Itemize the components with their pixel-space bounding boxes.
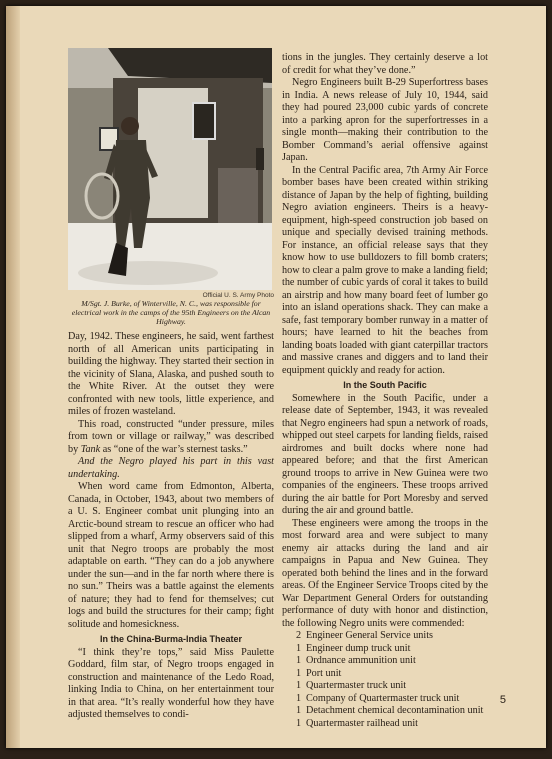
unit-name: Engineer General Service units (306, 630, 434, 641)
unit-count: 1 (296, 717, 302, 729)
magazine-title: Tank (80, 443, 101, 455)
paragraph: Negro Engineers built B-29 Superfortress bases in India. A news release of July 10, 1944, said they had poured 23,000 cubic yards of concrete into a parking apron for the superfortresses in a single month—making their contribution to the Bomber Command’s aerial offensive against Japan. (282, 77, 488, 163)
unit-count: 2 (296, 630, 302, 641)
list-item (288, 693, 488, 706)
text-run: as “one of the war’s sternest tasks.” (100, 443, 248, 455)
unit-name: Quartermaster truck unit (306, 680, 407, 691)
unit-name: Ordnance ammunition unit (306, 655, 416, 666)
commended-units-list (282, 630, 488, 730)
text-run: This road, constructed “under pressure, miles from town or village or railway,” was described by (68, 418, 274, 455)
paragraph: In the Central Pacific area, 7th Army Air Force bomber bases have been created within striking distance of Japan by the help of fighting, building Negro aviation engineers. Theirs is a heavy-equipment, high-speed construction job based on unique and specially devised training methods. For instance, an official release says that they know how to use bulldozers to fill bomb craters; how to clear a palm grove to make a landing field; the number of cubic yards of coral it takes to build an airstrip and how many board feet of lumber go into an island operations shack. They can make a safe, fast temporary bomber runway in a matter of hours; have learned to hit the beaches from landing boats loaded with giant caterpillar tractors and massive cranes and diggers and to land their equipment quickly and ready for action. (282, 164, 488, 376)
list-item (288, 668, 488, 681)
paragraph (68, 419, 274, 457)
unit-count: 1 (296, 642, 302, 654)
paragraph: Somewhere in the South Pacific, under a release date of September, 1943, it was revealed that Negro engineers had spun a network of roads, whipped out steel carpets for landing fields, raised airdromes and built docks where none had appeared before; and that the first American ground troops to arrive in New Guinea were two companies of the engineers. These troops arrived during the air battle for Port Moresby and served during the air and ground battle. (282, 392, 488, 516)
book-page (6, 6, 546, 748)
soldier-photo (68, 48, 272, 290)
paragraph: tions in the jungles. They certainly deserve a lot of credit for what they’ve done.” (282, 52, 488, 76)
photo-illustration (68, 48, 272, 290)
list-item (288, 718, 488, 731)
page-number: 5 (499, 694, 506, 706)
section-heading: In the South Pacific (343, 380, 427, 390)
unit-name: Port unit (306, 667, 342, 679)
binding-edge (6, 6, 20, 748)
unit-count: 1 (296, 680, 302, 691)
paragraph: When word came from Edmonton, Alberta, Canada, in October, 1943, about two members of a U. S. Engineer combat unit plunging into an Arctic-bound stream to rescue an officer who had slipped from a wharf, Army observers said of this unit that Negro troops are probably the most adaptable on earth. “They can do a job anywhere under the sun—and in the far north where there is no sun.” Theirs was a battle against the elements of nature; they had to fend for themselves; cut logs and build the structures for their camp; fight solitude and homesickness. (68, 481, 274, 630)
paragraph: Day, 1942. These engineers, he said, went farthest north of all American units participating in building the highway. They started their section in the vicinity of Slana, Alaska, and pushed south to the White River. At the outset they were confronted with new tools, little experience, and miles of frozen wasteland. (68, 331, 274, 417)
left-column (68, 331, 274, 722)
photo-credit: Official U. S. Army Photo (202, 292, 274, 299)
unit-count: 1 (296, 655, 302, 666)
list-item (288, 655, 488, 668)
list-item (288, 630, 488, 643)
unit-name: Company of Quartermaster truck unit (306, 692, 460, 704)
right-column (282, 52, 488, 730)
unit-count: 1 (296, 667, 302, 679)
paragraph: These engineers were among the troops in the most forward area and were subject to many enemy air attacks during the land and air campaigns in Papua and New Guinea. They operated both behind the lines and in the forward areas. Of the Engineer Service Troops cited by the War Department General Orders for outstanding performance of duty with honor and distinction, the following Negro units were commended: (282, 517, 488, 629)
unit-name: Quartermaster railhead unit (306, 717, 419, 729)
paragraph: And the Negro played his part in this vast undertaking. (68, 456, 274, 480)
list-item (288, 705, 488, 718)
unit-name: Detachment chemical decontamination unit (306, 705, 484, 716)
unit-count: 1 (296, 692, 302, 704)
list-item (288, 643, 488, 656)
list-item (288, 680, 488, 693)
section-heading: In the China-Burma-India Theater (99, 634, 242, 644)
unit-count: 1 (296, 705, 302, 716)
paragraph: “I think they’re tops,” said Miss Paulette Goddard, film star, of Negro troops engaged in construction and maintenance of the Ledo Road, linking India to China, on her entertainment tour in that area. “It’s really wonderful how they have adjusted themselves to condi- (68, 646, 274, 720)
photo-caption: M/Sgt. J. Burke, of Winterville, N. C., was responsible for electrical work in the camps of the 95th Engineers on the Alcan Highway. (71, 299, 271, 327)
unit-name: Engineer dump truck unit (306, 642, 411, 654)
